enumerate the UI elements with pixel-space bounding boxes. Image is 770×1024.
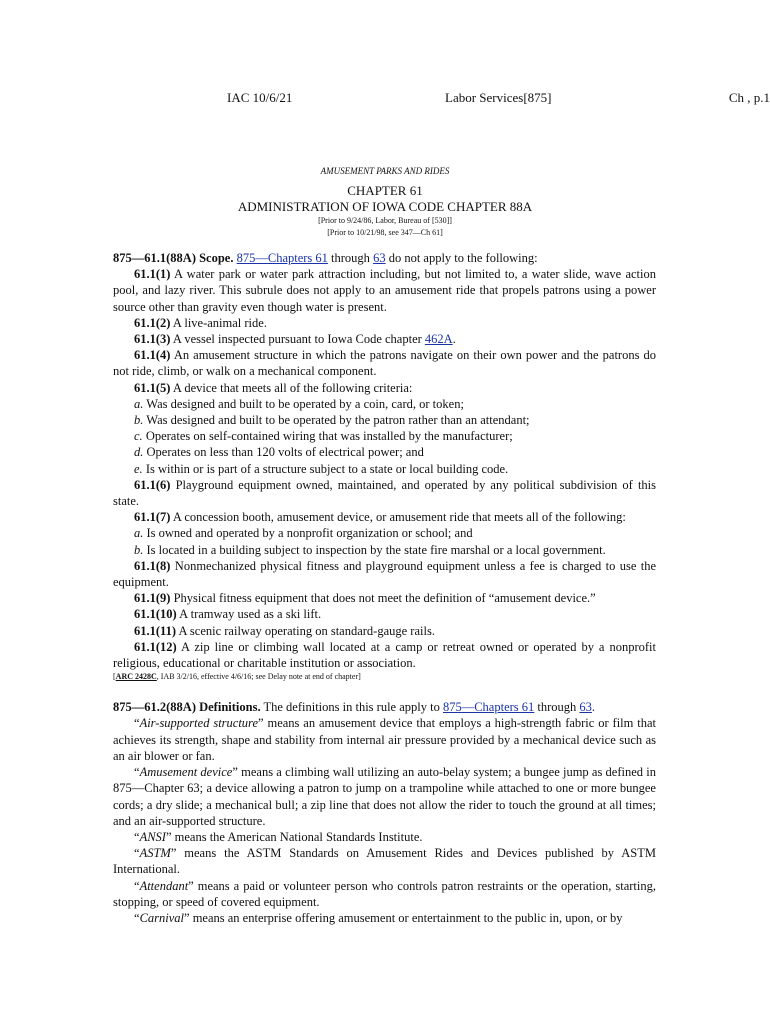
topic-heading: AMUSEMENT PARKS AND RIDES bbox=[320, 166, 450, 176]
subrule-number: 61.1(5) bbox=[134, 380, 171, 395]
arc-number: ARC 2428C bbox=[115, 672, 157, 682]
history-bracket: [ bbox=[113, 672, 116, 682]
item-letter: b. bbox=[134, 413, 144, 428]
subrule-number: 61.1(10) bbox=[134, 607, 177, 622]
list-item bbox=[113, 542, 656, 558]
subrule-61-1-4 bbox=[113, 347, 656, 379]
rule-heading: 875—61.1(88A) Scope. bbox=[113, 251, 234, 265]
subrule-61-1-12 bbox=[113, 639, 656, 671]
definition-term: Carnival bbox=[139, 910, 185, 925]
subrule-61-1-7 bbox=[113, 509, 656, 525]
subrule-text: A tramway used as a ski lift. bbox=[176, 607, 322, 622]
item-letter: e. bbox=[134, 461, 143, 476]
definition-text: means an enterprise offering amusement or entertainment to the public in, upon, or by bbox=[189, 910, 623, 925]
history-text: , IAB 3/2/16, effective 4/6/16; see Delay note at end of chapter] bbox=[156, 672, 361, 682]
definition-item: “Air-supported structure” means an amusement device that employs a high-strength fabric or film that achieves its strength, shape and stability from internal air pressure provided by a mechanical device such as an air blower or fan. bbox=[113, 716, 656, 763]
definition-item: “ANSI” means the American National Standards Institute. bbox=[134, 829, 423, 844]
definition-item: “Attendant” means a paid or volunteer person who controls patron restraints or the operation, starting, stopping, or speed of covered equipment. bbox=[113, 878, 656, 909]
subrule-61-1-8 bbox=[113, 558, 656, 590]
subrule-text: A vessel inspected pursuant to Iowa Code chapter bbox=[170, 332, 425, 347]
definition-term: ANSI bbox=[139, 829, 166, 844]
chapter-63-link[interactable]: 63 bbox=[373, 251, 386, 265]
list-item bbox=[113, 428, 656, 444]
history-note bbox=[113, 671, 656, 683]
subrule-number: 61.1(3) bbox=[134, 332, 171, 347]
subrule-end: . bbox=[452, 332, 456, 347]
chapter-462a-link[interactable]: 462A bbox=[424, 332, 453, 347]
subrule-61-1-2 bbox=[113, 315, 656, 331]
chapter-note-2: [Prior to 10/21/98, see 347—Ch 61] bbox=[327, 228, 443, 237]
item-text: Is within or is part of a structure subject to a state or local building code. bbox=[142, 461, 509, 476]
definition-text: means the American National Standards Institute. bbox=[171, 829, 423, 844]
definition-term: Amusement device bbox=[139, 765, 233, 780]
definition-text: means a paid or volunteer person who controls patron restraints or the operation, starting, stopping, or speed of covered equipment. bbox=[113, 878, 656, 909]
chapter-63-link[interactable]: 63 bbox=[579, 700, 592, 715]
subrule-61-1-11 bbox=[113, 623, 656, 639]
definition-item: “ASTM” means the ASTM Standards on Amusement Rides and Devices published by ASTM International. bbox=[113, 846, 656, 877]
item-letter: a. bbox=[134, 526, 144, 541]
item-letter: c. bbox=[134, 429, 143, 444]
definition-text: means a climbing wall utilizing an auto-belay system; a bungee jump as defined in 875—Chapter 63; a device allowing a patron to jump on a trampoline while attached to one or more bungee cords; a dry slide; a mechanical bull; a zip line that does not allow the rider to touch the ground at all times; and an air-supported structure. bbox=[113, 765, 656, 828]
rule-intro-end: . bbox=[591, 700, 596, 715]
document-body bbox=[113, 250, 656, 926]
chapters-61-link[interactable]: 875—Chapters 61 bbox=[442, 700, 535, 715]
subrule-61-1-10 bbox=[113, 606, 656, 622]
header-left: IAC 10/6/21 bbox=[227, 90, 293, 105]
subrule-number: 61.1(11) bbox=[134, 623, 177, 638]
list-item bbox=[113, 412, 656, 428]
definition-term: Attendant bbox=[139, 878, 189, 893]
item-text: Is located in a building subject to inspection by the state fire marshal or a local government. bbox=[143, 542, 606, 557]
subrule-text: A live-animal ride. bbox=[170, 315, 267, 330]
item-text: Was designed and built to be operated by a coin, card, or token; bbox=[143, 396, 464, 411]
subrule-number: 61.1(2) bbox=[134, 315, 171, 330]
item-text: Operates on less than 120 volts of electrical power; and bbox=[143, 445, 424, 460]
list-item bbox=[113, 396, 656, 412]
through-text: through bbox=[534, 700, 580, 715]
rule-spacer bbox=[113, 683, 656, 699]
subrule-text: A zip line or climbing wall located at a camp or retreat owned or operated by a nonprofit religious, educational or charitable institution or association. bbox=[113, 639, 656, 671]
subrule-text: A concession booth, amusement device, or amusement ride that meets all of the following: bbox=[170, 510, 626, 525]
chapters-61-link[interactable]: 875—Chapters 61 bbox=[236, 251, 328, 265]
list-item bbox=[113, 525, 656, 541]
subrule-number: 61.1(6) bbox=[134, 477, 171, 492]
definition-item: “Carnival” means an enterprise offering amusement or entertainment to the public in, upon, or by bbox=[134, 910, 623, 925]
chapter-note-1: [Prior to 9/24/86, Labor, Bureau of [530]] bbox=[318, 216, 452, 225]
subrule-text: Nonmechanized physical fitness and playground equipment unless a fee is charged to use the equipment. bbox=[113, 558, 656, 590]
definition-text: means an amusement device that employs a high-strength fabric or film that achieves its strength, shape and stability from internal air pressure provided by a mechanical device such as an air blower or fan. bbox=[113, 716, 656, 763]
subrule-text: A water park or water park attraction including, but not limited to, a water slide, wave action pool, and lazy river. This subrule does not apply to an amusement ride that propels patrons using a power source other than gravity even though water is present. bbox=[113, 267, 656, 314]
definition-term: Air-supported structure bbox=[139, 716, 259, 731]
item-letter: b. bbox=[134, 542, 144, 557]
list-item bbox=[113, 444, 656, 460]
item-letter: a. bbox=[134, 396, 144, 411]
item-text: Was designed and built to be operated by the patron rather than an attendant; bbox=[143, 413, 530, 428]
subrule-61-1-6 bbox=[113, 477, 656, 509]
item-text: Operates on self-contained wiring that was installed by the manufacturer; bbox=[142, 429, 513, 444]
through-text: through bbox=[327, 251, 374, 265]
subrule-text: Physical fitness equipment that does not meet the definition of “amusement device.” bbox=[170, 591, 596, 606]
subrule-61-1-9 bbox=[113, 590, 656, 606]
subrule-number: 61.1(1) bbox=[134, 267, 171, 282]
definition-term: ASTM bbox=[139, 846, 171, 861]
subrule-61-1-1 bbox=[113, 266, 656, 315]
subrule-text: A device that meets all of the following criteria: bbox=[170, 380, 413, 395]
header-right: Ch , p.1 bbox=[728, 90, 770, 105]
chapter-number: CHAPTER 61 bbox=[347, 183, 423, 198]
list-item bbox=[113, 461, 656, 477]
subrule-number: 61.1(12) bbox=[134, 639, 177, 654]
item-letter: d. bbox=[134, 445, 144, 460]
subrule-number: 61.1(7) bbox=[134, 510, 171, 525]
rule-intro: The definitions in this rule apply to bbox=[260, 700, 443, 715]
subrule-text: An amusement structure in which the patrons navigate on their own power and the patrons do not ride, climb, or walk on a mechanical component. bbox=[113, 348, 656, 379]
header-center: Labor Services[875] bbox=[445, 90, 552, 105]
rule-61-2 bbox=[113, 699, 656, 715]
definition-text: means the ASTM Standards on Amusement Rides and Devices published by ASTM International. bbox=[113, 846, 656, 877]
subrule-61-1-5 bbox=[113, 380, 656, 396]
subrule-number: 61.1(8) bbox=[134, 558, 171, 573]
subrule-number: 61.1(4) bbox=[134, 348, 171, 363]
rule-intro-tail: do not apply to the following: bbox=[385, 251, 538, 265]
rule-61-1 bbox=[113, 250, 656, 266]
subrule-61-1-3 bbox=[113, 331, 656, 347]
item-text: Is owned and operated by a nonprofit organization or school; and bbox=[143, 526, 473, 541]
subrule-text: Playground equipment owned, maintained, and operated by any political subdivision of this state. bbox=[113, 477, 656, 509]
rule-heading: 875—61.2(88A) Definitions. bbox=[113, 700, 261, 715]
subrule-text: A scenic railway operating on standard-gauge rails. bbox=[176, 623, 435, 638]
chapter-title-block bbox=[0, 183, 770, 239]
chapter-name: ADMINISTRATION OF IOWA CODE CHAPTER 88A bbox=[237, 199, 533, 214]
subrule-number: 61.1(9) bbox=[134, 591, 171, 606]
definition-item: “Amusement device” means a climbing wall utilizing an auto-belay system; a bungee jump as defined in 875—Chapter 63; a device allowing a patron to jump on a trampoline while attached to one or more bungee cords; a dry slide; a mechanical bull; a zip line that does not allow the rider to touch the ground at all times; and an air-supported structure. bbox=[113, 765, 656, 828]
